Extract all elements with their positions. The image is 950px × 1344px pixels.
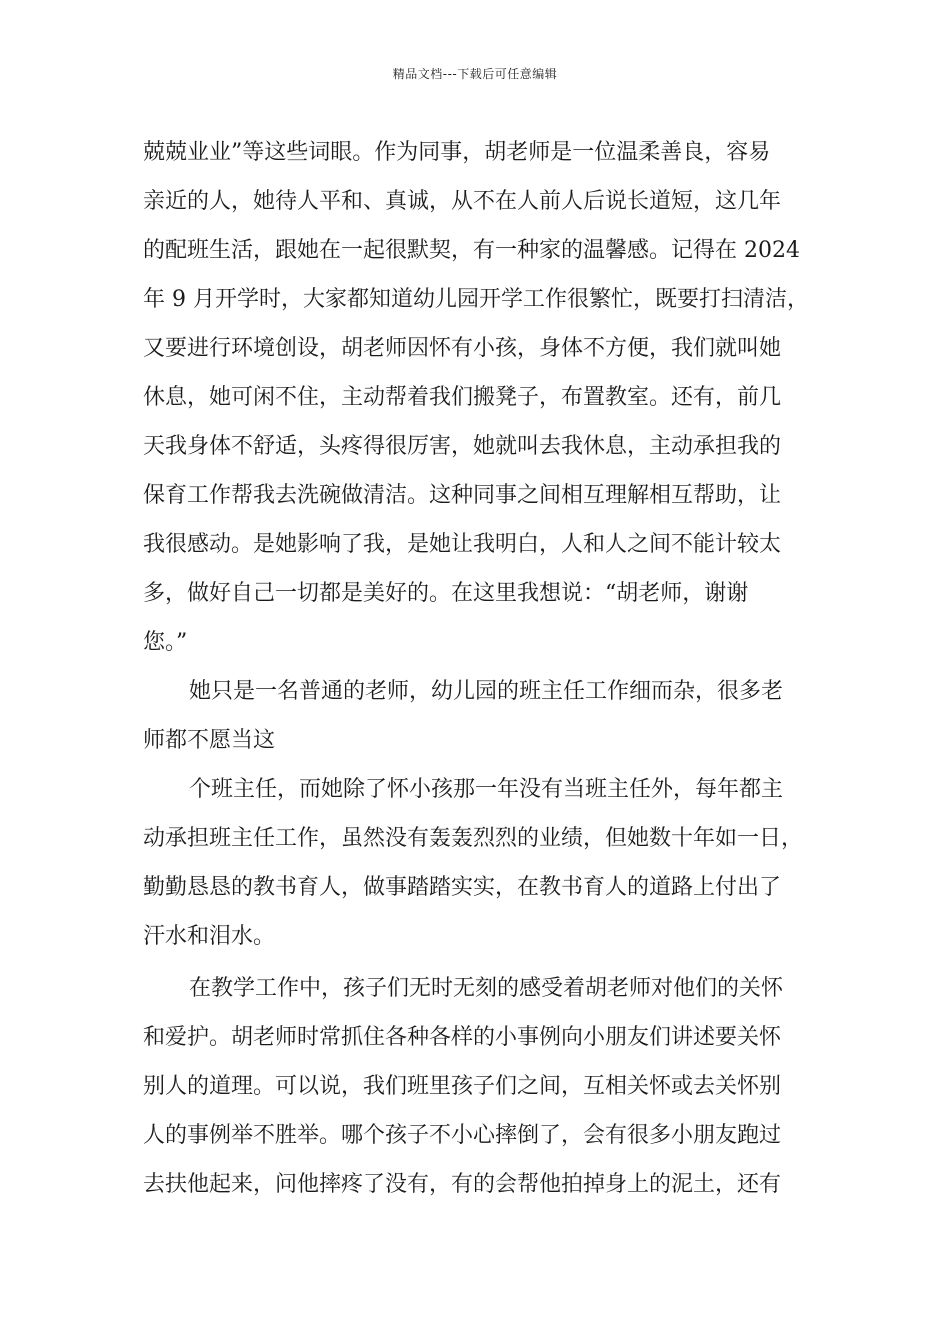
paragraph-first-line: 个班主任，而她除了怀小孩那一年没有当班主任外，每年都主 <box>189 777 784 802</box>
text-line: 勤勤恳恳的教书育人，做事踏踏实实，在教书育人的道路上付出了 <box>143 875 782 900</box>
text-line: 亲近的人，她待人平和、真诚，从不在人前人后说长道短，这几年 <box>143 189 782 214</box>
text-line: 天我身体不舒适，头疼得很厉害，她就叫去我休息，主动承担我的 <box>143 434 782 459</box>
text-line: 人的事例举不胜举。哪个孩子不小心摔倒了，会有很多小朋友跑过 <box>143 1123 782 1148</box>
page-header: 精品文档---下载后可任意编辑 <box>392 67 558 81</box>
text-line: 和爱护。胡老师时常抓住各种各样的小事例向小朋友们讲述要关怀 <box>143 1025 782 1050</box>
text-line: 多，做好自己一切都是美好的。在这里我想说：“胡老师，谢谢 <box>143 581 749 606</box>
text-line: 师都不愿当这 <box>143 728 276 753</box>
text-line: 我很感动。是她影响了我，是她让我明白，人和人之间不能计较太 <box>143 532 782 557</box>
text-line: 休息，她可闲不住，主动帮着我们搬凳子，布置教室。还有，前几 <box>143 385 782 410</box>
text-line: 您。” <box>143 630 188 655</box>
text-line: 动承担班主任工作，虽然没有轰轰烈烈的业绩，但她数十年如一日， <box>143 826 804 851</box>
paragraph-first-line: 在教学工作中，孩子们无时无刻的感受着胡老师对他们的关怀 <box>189 976 784 1001</box>
text-line: 年 9 月开学时，大家都知道幼儿园开学工作很繁忙，既要打扫清洁， <box>143 287 809 312</box>
document-body <box>143 128 813 1209</box>
text-line: 别人的道理。可以说，我们班里孩子们之间，互相关怀或去关怀别 <box>143 1074 782 1099</box>
text-line: 保育工作帮我去洗碗做清洁。这种同事之间相互理解相互帮助，让 <box>143 483 782 508</box>
text-line: 汗水和泪水。 <box>143 924 276 949</box>
text-line: 去扶他起来，问他摔疼了没有，有的会帮他拍掉身上的泥土，还有 <box>143 1172 782 1197</box>
paragraph-first-line: 她只是一名普通的老师，幼儿园的班主任工作细而杂，很多老 <box>189 679 784 704</box>
text-line: 的配班生活，跟她在一起很默契，有一种家的温馨感。记得在 2024 <box>143 238 800 263</box>
text-line: 兢兢业业”等这些词眼。作为同事，胡老师是一位温柔善良，容易 <box>143 140 771 165</box>
text-line: 又要进行环境创设，胡老师因怀有小孩，身体不方便，我们就叫她 <box>143 336 782 361</box>
